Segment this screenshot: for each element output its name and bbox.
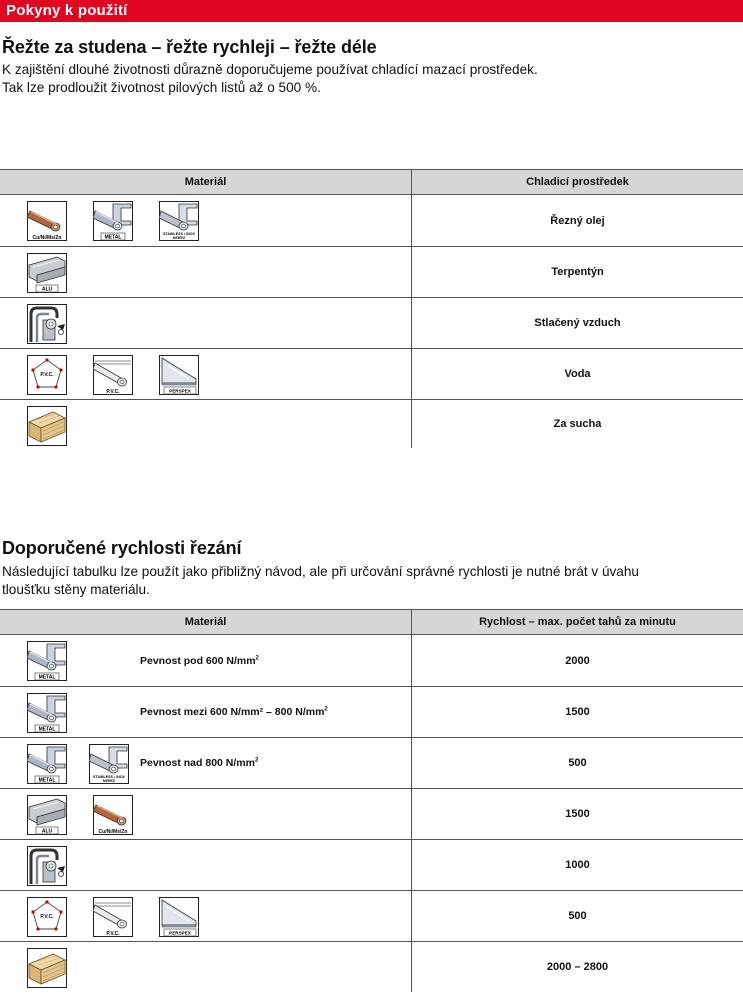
metal-profile-icon (27, 641, 67, 681)
coolant-value: Terpentýn (412, 247, 743, 298)
pvc-pipe-icon (93, 897, 133, 937)
speed-value: 1500 (412, 789, 743, 840)
material-cell (0, 298, 412, 349)
coolant-value: Stlačený vzduch (412, 298, 743, 349)
metal-profile-icon (93, 201, 133, 241)
svg-text:METAL: METAL (38, 777, 56, 784)
copper-tube-icon (27, 201, 67, 241)
strength-label: Pevnost pod 600 $N/mm^2$ (140, 654, 259, 667)
cast-iron-icon (27, 846, 67, 886)
section1-intro-line2: Tak lze prodloužit životnost pilových listů až o 500 %. (2, 80, 321, 95)
svg-text:P.V.C.: P.V.C. (106, 931, 120, 937)
svg-text:P.V.C.: P.V.C. (40, 372, 54, 378)
stainless-steel-icon (159, 201, 199, 241)
perspex-sheet-icon (159, 897, 199, 937)
svg-text:METAL: METAL (38, 726, 56, 733)
cast-iron-icon (27, 304, 67, 344)
svg-text:P.V.C.: P.V.C. (40, 914, 54, 920)
stainless-steel-icon (89, 744, 129, 784)
svg-text:STAINLESS • INOX: STAINLESS • INOX (93, 775, 125, 779)
section2-heading: Doporučené rychlosti řezání (2, 538, 242, 558)
coolant-value: Voda (412, 349, 743, 400)
aluminium-profile-icon (27, 795, 67, 835)
coolant-table (0, 169, 743, 448)
svg-text:METAL: METAL (104, 234, 122, 241)
material-cell (0, 195, 412, 247)
material-cell (0, 400, 412, 448)
pvc-pentagon-icon (27, 897, 67, 937)
copper-tube-icon (93, 795, 133, 835)
coolant-value: Řezný olej (412, 195, 743, 247)
table-row (0, 195, 743, 247)
table-row (0, 247, 743, 298)
material-cell (0, 789, 412, 840)
coolant-table-header-material: Materiál (0, 170, 412, 195)
table-row (0, 298, 743, 349)
material-cell (0, 247, 412, 298)
material-cell (0, 687, 412, 738)
svg-text:ALU: ALU (41, 286, 53, 293)
svg-text:METAL: METAL (38, 674, 56, 681)
section1-intro-line1: K zajištění dlouhé životnosti důrazně doporučujeme používat chladící mazací prostředek. (2, 62, 538, 77)
speed-value: 2000 (412, 635, 743, 687)
metal-profile-icon (27, 693, 67, 733)
table-row (0, 840, 743, 891)
pvc-pipe-icon (93, 355, 133, 395)
strength-label: Pevnost mezi 600 N/mm² – 800 $N/mm^2$ (140, 706, 328, 718)
material-cell (0, 891, 412, 942)
table-row (0, 400, 743, 448)
speed-value: 500 (412, 891, 743, 942)
table-row (0, 738, 743, 789)
material-cell (0, 840, 412, 891)
table-row (0, 789, 743, 840)
aluminium-profile-icon (27, 253, 67, 293)
svg-text:ALU: ALU (41, 828, 53, 835)
speed-value: 2000 – 2800 (546, 960, 609, 973)
speed-table-header-speed: Rychlost – max. počet tahů za minutu (412, 610, 743, 635)
coolant-value: Za sucha (553, 417, 602, 430)
svg-text:PERSPEX: PERSPEX (169, 388, 191, 394)
section2-intro-line2: tloušťku stěny materiálu. (2, 582, 150, 597)
material-cell (0, 349, 412, 400)
table-row (0, 942, 743, 992)
section1-heading: Řežte za studena – řežte rychleji – řežte déle (2, 37, 377, 57)
svg-text:Cu/Ni/Ms/Zn: Cu/Ni/Ms/Zn (98, 829, 128, 835)
wood-block-icon (27, 406, 67, 446)
pvc-pentagon-icon (27, 355, 67, 395)
svg-text:STAINLESS • INOX: STAINLESS • INOX (163, 232, 195, 236)
material-cell (0, 942, 412, 992)
svg-text:PERSPEX: PERSPEX (169, 930, 191, 936)
speed-value: 1000 (412, 840, 743, 891)
table-row (0, 635, 743, 687)
svg-text:NEREZ: NEREZ (172, 236, 186, 240)
table-row (0, 349, 743, 400)
svg-text:NEREZ: NEREZ (102, 779, 116, 783)
table-row (0, 891, 743, 942)
perspex-sheet-icon (159, 355, 199, 395)
material-cell (0, 635, 412, 687)
svg-text:Cu/Ni/Ms/Zn: Cu/Ni/Ms/Zn (32, 235, 62, 241)
strength-label: Pevnost nad 800 $N/mm^2$ (140, 757, 259, 769)
speed-value: 1500 (412, 687, 743, 738)
section-banner: Pokyny k použití (0, 0, 743, 22)
speed-table (0, 609, 743, 992)
wood-block-icon (27, 948, 67, 988)
speed-table-header-material: Materiál (0, 610, 412, 635)
speed-value: 500 (412, 738, 743, 789)
material-cell (0, 738, 412, 789)
svg-text:P.V.C.: P.V.C. (106, 389, 120, 395)
coolant-table-header-coolant: Chladicí prostředek (412, 170, 743, 195)
metal-profile-icon (27, 744, 67, 784)
table-row (0, 687, 743, 738)
section2-intro-line1: Následující tabulku lze použít jako přibližný návod, ale při určování správné rychlosti je nutné brát v úvahu (2, 564, 639, 579)
